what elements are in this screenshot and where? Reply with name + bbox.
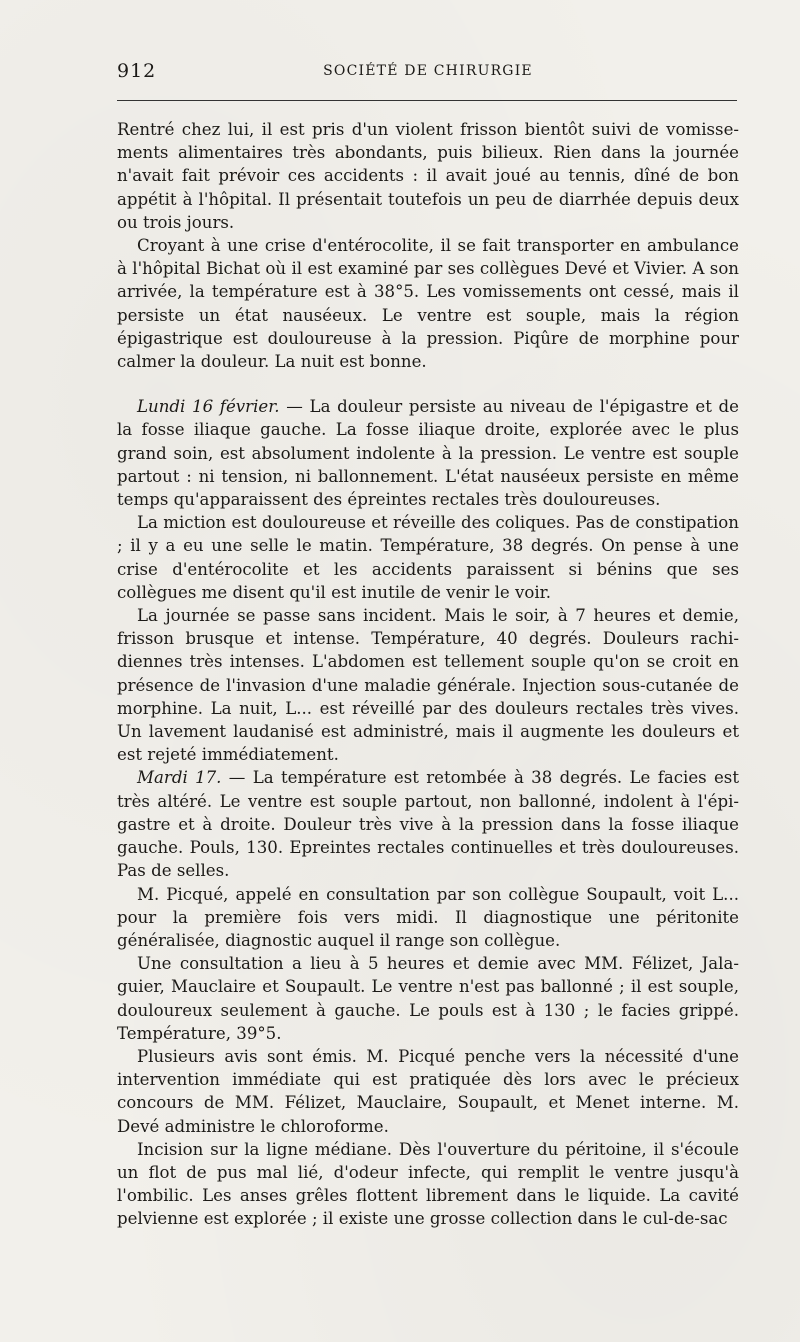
- paragraph: [117, 395, 739, 511]
- body-text: [117, 118, 739, 1231]
- paragraph: [117, 511, 739, 604]
- paragraph-text: La miction est douloureuse et réveille des coliques. Pas de constipation ; il y a eu une selle le matin. Température, 38 degrés. On pense à une crise d'entérocolite et les accidents paraissent si bénins que ses collègues me disent qu'il est inutile de venir le voir.: [117, 513, 739, 602]
- paragraph-text: M. Picqué, appelé en consultation par son collègue Soupault, voit L... pour la première fois vers midi. Il diagnostique une péritonite généralisée, diagnostic auquel il range son collègue.: [117, 884, 739, 950]
- paragraph-text: Croyant à une crise d'entérocolite, il se fait transporter en ambulance à l'hôpital Bichat où il est examiné par ses collègues Devé et Vivier. A son arrivée, la température est à 38°5. Les vomissements ont cessé, mais il persiste un état nauséeux. Le ventre est souple, mais la région épigastrique est douloureuse à la pression. Piqûre de morphine pour calmer la douleur. La nuit est bonne.: [117, 236, 739, 372]
- paragraph: [117, 952, 739, 1045]
- paragraph-text: — La température est retombée à 38 degrés. Le facies est très altéré. Le ventre est souple partout, non ballonné, indolent à l'épigastre et à droite. Douleur très vive à la pression dans la fosse iliaque gauche. Pouls, 130. Epreintes rectales continuelles et très douloureuses. Pas de selles.: [117, 768, 739, 881]
- paragraph-text: — La douleur persiste au niveau de l'épigastre et de la fosse iliaque gauche. La fosse iliaque droite, explorée avec le plus grand soin, est absolument indolente à la pression. Le ventre est souple partout : ni tension, ni ballonnement. L'état nauséeux persiste en même temps qu'apparaissent des épreintes rectales très douloureuses.: [117, 397, 739, 510]
- running-title: SOCIÉTÉ DE CHIRURGIE: [323, 63, 533, 79]
- paragraph: [117, 766, 739, 882]
- paragraph: [117, 604, 739, 766]
- paragraph-text: Incision sur la ligne médiane. Dès l'ouverture du péritoine, il s'écoule un flot de pus mal lié, d'odeur infecte, qui remplit le ventre jusqu'à l'ombilic. Les anses grêles flottent librement dans le liquide. La cavité pelvienne est explorée ; il existe une grosse collection dans le cul-de-sac: [117, 1139, 739, 1229]
- paragraph: [117, 1138, 739, 1231]
- paragraph-text: La journée se passe sans incident. Mais le soir, à 7 heures et demie, frisson brusque et intense. Température, 40 degrés. Douleurs rachidiennes très intenses. L'abdomen est tellement souple qu'on se croit en présence de l'invasion d'une maladie générale. Injection sous-cutanée de morphine. La nuit, L... est réveillé par des douleurs rectales très vives. Un lavement laudanisé est administré, mais il augmente les douleurs et est rejeté immédiatement.: [117, 606, 739, 765]
- paragraph: [117, 234, 739, 373]
- page-number: 912: [117, 60, 157, 82]
- paragraph: [117, 1045, 739, 1138]
- paragraph-text: Plusieurs avis sont émis. M. Picqué penche vers la nécessité d'une intervention immédiate qui est pratiquée dès lors avec le précieux concours de MM. Félizet, Mauclaire, Soupault, et Menet interne. M. Devé administre le chloroforme.: [117, 1046, 739, 1136]
- page-header: [117, 60, 739, 84]
- header-rule: [117, 100, 737, 101]
- paragraph-text: Rentré chez lui, il est pris d'un violent frisson bientôt suivi de vomissements alimentaires très abondants, puis bilieux. Rien dans la journée n'avait fait prévoir ces accidents : il avait joué au tennis, dîné de bon appétit à l'hôpital. Il présentait toutefois un peu de diarrhée depuis deux ou trois jours.: [117, 120, 739, 232]
- paragraph: [117, 883, 739, 953]
- date-lead: Lundi 16 février.: [137, 397, 280, 417]
- date-lead: Mardi 17.: [137, 768, 222, 788]
- paragraph-text: Une consultation a lieu à 5 heures et demie avec MM. Félizet, Jalaguier, Mauclaire et Soupault. Le ventre n'est pas ballonné ; il est souple, douloureux seulement à gauche. Le pouls est à 130 ; le facies grippé. Température, 39°5.: [117, 954, 739, 1043]
- paragraph: [117, 118, 739, 234]
